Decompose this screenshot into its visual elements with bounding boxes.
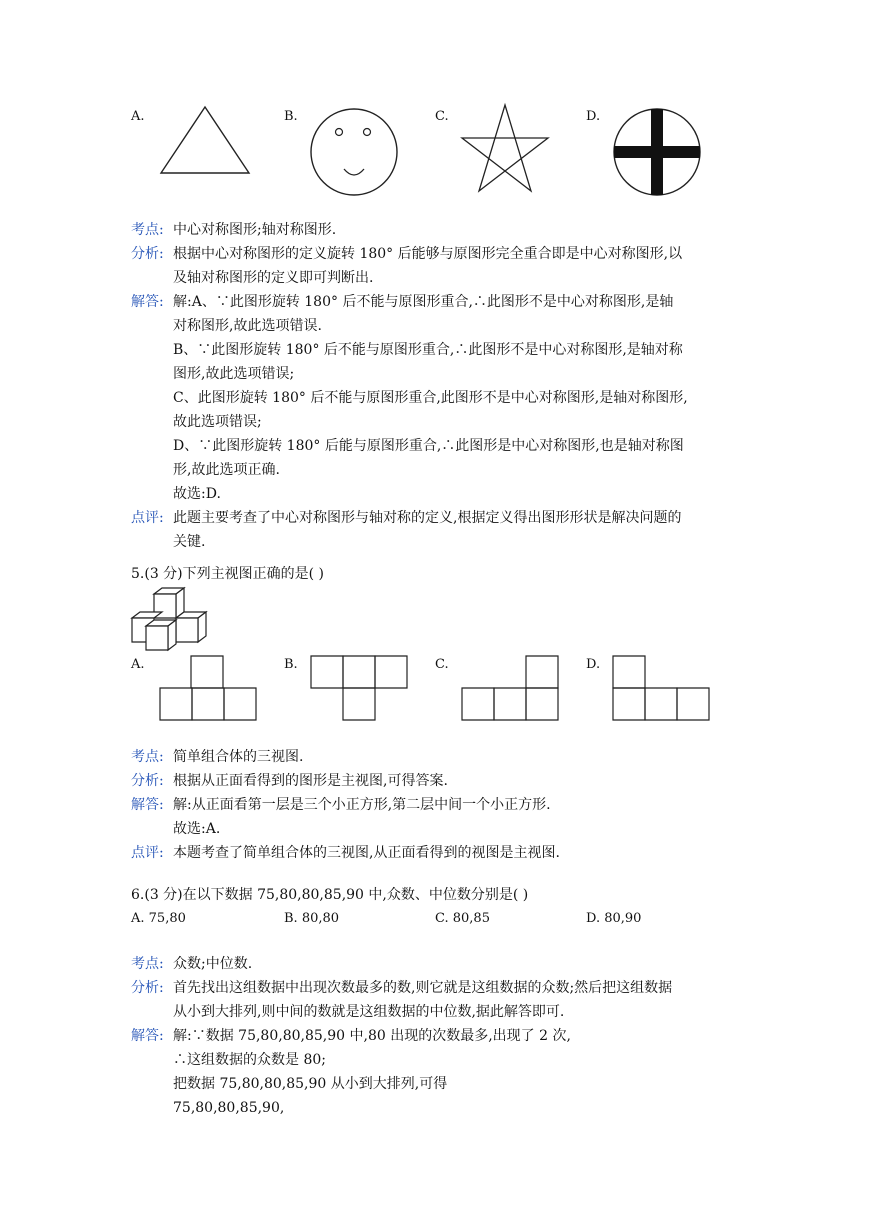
q4-fenxi-line: 及轴对称图形的定义即可判断出. bbox=[173, 270, 374, 286]
q6-option-d: D. 80,90 bbox=[586, 911, 642, 926]
q5-jieda-line: 故选:A. bbox=[173, 821, 221, 837]
q6-jieda-label: 解答: bbox=[131, 1028, 164, 1044]
q5-option-a-figure bbox=[159, 655, 259, 723]
q6-jieda-line: 把数据 75,80,80,85,90 从小到大排列,可得 bbox=[173, 1076, 448, 1092]
q5-fenxi-text: 根据从正面看得到的图形是主视图,可得答案. bbox=[173, 773, 448, 789]
q5-stem: 5.(3 分)下列主视图正确的是( ) bbox=[131, 566, 325, 582]
q5-jieda-label: 解答: bbox=[131, 797, 164, 813]
q5-dianping-label: 点评: bbox=[131, 845, 164, 861]
q4-dianping-line: 关键. bbox=[173, 534, 206, 550]
triangle-figure bbox=[160, 105, 250, 175]
q4-kaodian-text: 中心对称图形;轴对称图形. bbox=[173, 222, 337, 238]
q6-stem: 6.(3 分)在以下数据 75,80,80,85,90 中,众数、中位数分别是( ) bbox=[131, 887, 529, 903]
q4-option-c-label: C. bbox=[435, 109, 449, 124]
q4-fenxi-label: 分析: bbox=[131, 246, 164, 262]
q5-dianping-text: 本题考查了简单组合体的三视图,从正面看得到的视图是主视图. bbox=[173, 845, 560, 861]
q5-option-b-label: B. bbox=[284, 657, 298, 672]
q5-option-c-label: C. bbox=[435, 657, 449, 672]
q4-jieda-line: 解:A、∵此图形旋转 180° 后不能与原图形重合,∴此图形不是中心对称图形,是轴 bbox=[173, 294, 674, 310]
q4-jieda-line: C、此图形旋转 180° 后不能与原图形重合,此图形不是中心对称图形,是轴对称图形, bbox=[173, 390, 688, 406]
q4-jieda-line: D、∵此图形旋转 180° 后能与原图形重合,∴此图形是中心对称图形,也是轴对称图 bbox=[173, 438, 684, 454]
q4-fenxi-line: 根据中心对称图形的定义旋转 180° 后能够与原图形完全重合即是中心对称图形,以 bbox=[173, 246, 683, 262]
q5-option-d-figure bbox=[612, 655, 712, 723]
q4-dianping-label: 点评: bbox=[131, 510, 164, 526]
q5-jieda-line: 解:从正面看第一层是三个小正方形,第二层中间一个小正方形. bbox=[173, 797, 551, 813]
q6-kaodian-text: 众数;中位数. bbox=[173, 956, 253, 972]
q4-jieda-line: 故此选项错误; bbox=[173, 414, 262, 430]
circle-cross-figure bbox=[612, 107, 702, 197]
q5-kaodian-text: 简单组合体的三视图. bbox=[173, 749, 304, 765]
q5-option-c-figure bbox=[461, 655, 561, 723]
q4-jieda-line: 图形,故此选项错误; bbox=[173, 366, 295, 382]
q4-option-d-label: D. bbox=[586, 109, 601, 124]
q4-jieda-line: B、∵此图形旋转 180° 后不能与原图形重合,∴此图形不是中心对称图形,是轴对称 bbox=[173, 342, 683, 358]
q5-option-b-figure bbox=[310, 655, 410, 723]
q6-jieda-line: 75,80,80,85,90, bbox=[173, 1100, 285, 1116]
q6-jieda-line: ∴这组数据的众数是 80; bbox=[173, 1052, 326, 1068]
q4-jieda-line: 对称图形,故此选项错误. bbox=[173, 318, 322, 334]
q5-kaodian-label: 考点: bbox=[131, 749, 164, 765]
q4-dianping-line: 此题主要考查了中心对称图形与轴对称的定义,根据定义得出图形形状是解决问题的 bbox=[173, 510, 682, 526]
q6-kaodian-label: 考点: bbox=[131, 956, 164, 972]
q6-option-b: B. 80,80 bbox=[284, 911, 340, 926]
smiley-face-figure bbox=[307, 107, 401, 197]
q6-fenxi-line: 从小到大排列,则中间的数就是这组数据的中位数,据此解答即可. bbox=[173, 1004, 565, 1020]
star-figure bbox=[460, 103, 550, 195]
q5-option-d-label: D. bbox=[586, 657, 601, 672]
q6-jieda-line: 解:∵数据 75,80,80,85,90 中,80 出现的次数最多,出现了 2 次, bbox=[173, 1028, 571, 1044]
q6-fenxi-label: 分析: bbox=[131, 980, 164, 996]
q5-fenxi-label: 分析: bbox=[131, 773, 164, 789]
q6-option-a: A. 75,80 bbox=[131, 911, 186, 926]
cube-stack-figure bbox=[128, 586, 212, 652]
q6-fenxi-line: 首先找出这组数据中出现次数最多的数,则它就是这组数据的众数;然后把这组数据 bbox=[173, 980, 673, 996]
q5-option-a-label: A. bbox=[131, 657, 145, 672]
q4-kaodian-label: 考点: bbox=[131, 222, 164, 238]
q6-option-c: C. 80,85 bbox=[435, 911, 490, 926]
q4-option-a-label: A. bbox=[131, 109, 145, 124]
q4-jieda-label: 解答: bbox=[131, 294, 164, 310]
q4-option-b-label: B. bbox=[284, 109, 298, 124]
q4-jieda-line: 形,故此选项正确. bbox=[173, 462, 280, 478]
q4-jieda-line: 故选:D. bbox=[173, 486, 221, 502]
